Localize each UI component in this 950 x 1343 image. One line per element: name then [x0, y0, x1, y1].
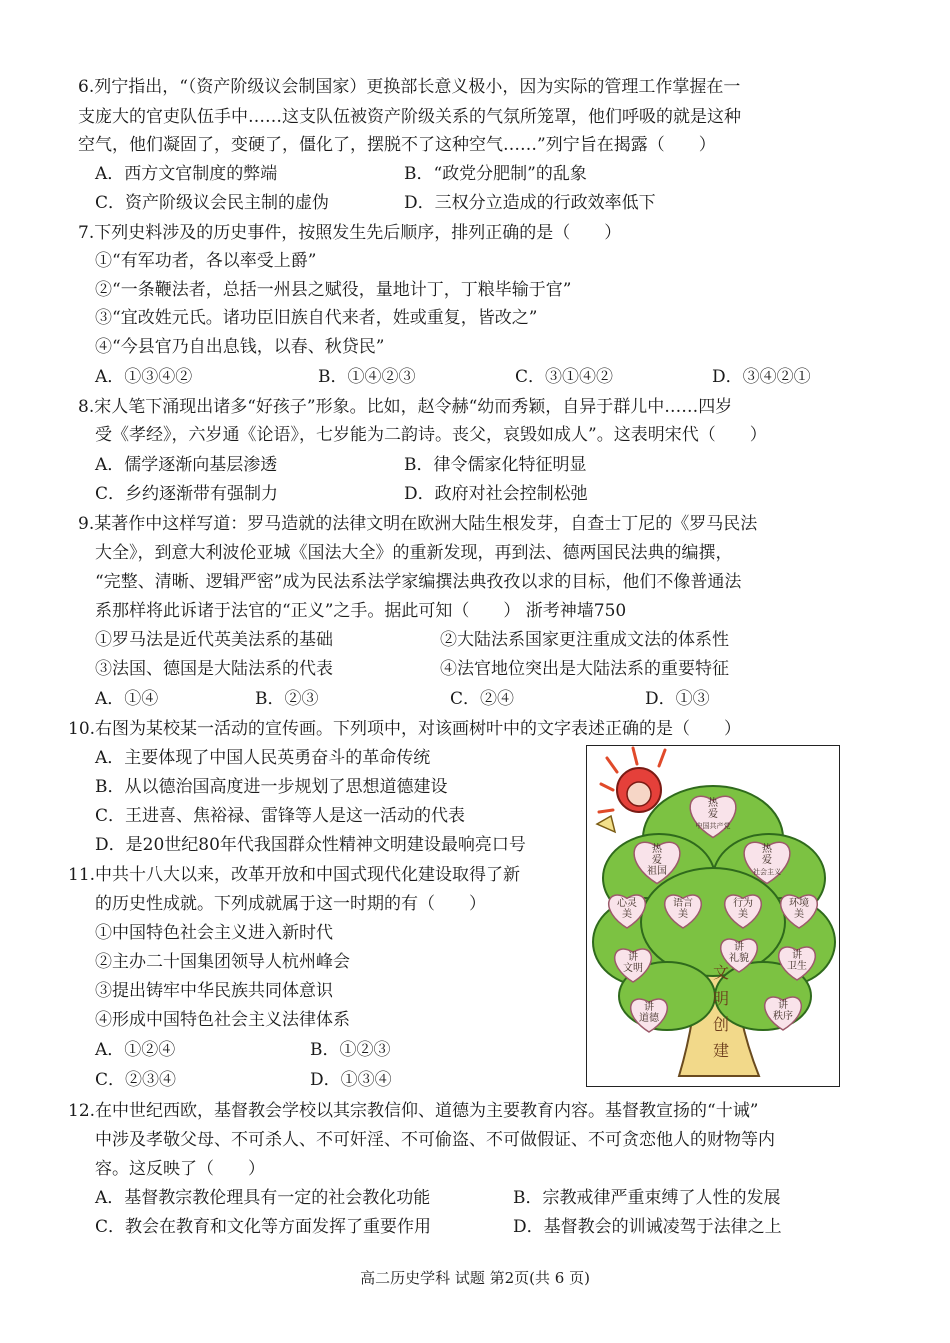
q12-stem-line-3: 容。这反映了（ ） [95, 1159, 265, 1179]
leaf-text: 行为 [733, 898, 753, 909]
tree-illustration [587, 746, 839, 1086]
q9-stem-line-2: 大全》，到意大利波伦亚城《国法大全》的重新发现，再到法、德两国民法典的编撰， [95, 543, 733, 563]
q12-stem-line-2: 中涉及孝敬父母、不可杀人、不可奸淫、不可偷盗、不可做假证、不可贪恋他人的财物等内 [95, 1130, 775, 1150]
trunk-character: 明 [712, 989, 730, 1008]
leaf-text: 热 [708, 798, 718, 809]
q9-option-d: D．①③ [645, 689, 710, 709]
leaf-text: 美 [794, 909, 804, 920]
q7-stem: 7.下列史料涉及的历史事件，按照发生先后顺序，排列正确的是（ ） [78, 223, 622, 243]
leaf-text: 祖国 [647, 866, 667, 877]
leaf-text: 爱 [652, 855, 662, 866]
leaf-text: 热 [762, 844, 772, 855]
leaf-text: 环境 [789, 898, 809, 909]
q10-option-a: A．主要体现了中国人民英勇奋斗的革命传统 [95, 748, 431, 768]
q9-stem-line-1: 9.某著作中这样写道：罗马造就的法律文明在欧洲大陆生根发芽，自查士丁尼的《罗马民法 [78, 514, 758, 534]
q6-stem-line-3: 空气，他们凝固了，变硬了，僵化了，摆脱不了这种空气……”列宁旨在揭露（ ） [78, 135, 716, 155]
q10-option-c: C．王进喜、焦裕禄、雷锋等人是这一活动的代表 [95, 806, 466, 826]
q12-option-a: A．基督教宗教伦理具有一定的社会教化功能 [95, 1188, 431, 1208]
leaf-text: 爱 [708, 809, 718, 820]
leaf-text: 讲 [734, 942, 744, 953]
leaf-text: 讲 [778, 1000, 788, 1011]
q10-stem: 10.右图为某校某一活动的宣传画。下列项中，对该画树叶中的文字表述正确的是（ ） [68, 719, 742, 739]
q12-option-b: B．宗教戒律严重束缚了人性的发展 [513, 1188, 781, 1208]
q8-option-a: A．儒学逐渐向基层渗透 [95, 455, 278, 475]
q7-option-a: A．①③④② [95, 367, 193, 387]
q9-option-c: C．②④ [450, 689, 515, 709]
q8-option-c: C．乡约逐渐带有强制力 [95, 484, 279, 504]
q9-statement-1: ①罗马法是近代英美法系的基础 [95, 630, 333, 650]
q9-option-a: A．①④ [95, 689, 159, 709]
q7-source-3: ③“宜改姓元氏。诸功臣旧族自代来者，姓或重复，皆改之” [95, 308, 538, 328]
q6-stem-line-1: 6.列宁指出，“（资产阶级议会制国家）更换部长意义极小，因为实际的管理工作掌握在一 [78, 77, 741, 97]
q11-statement-4: ④形成中国特色社会主义法律体系 [95, 1010, 350, 1030]
q8-stem-line-1: 8.宋人笔下涌现出诸多“好孩子”形象。比如，赵令赫“幼而秀颖，自异于群儿中……四岁 [78, 397, 733, 417]
q8-option-d: D．政府对社会控制松弛 [404, 484, 588, 504]
q12-option-d: D．基督教会的训诫凌驾于法律之上 [513, 1217, 782, 1237]
propaganda-tree-figure [586, 745, 840, 1087]
q11-option-d: D．①③④ [310, 1070, 392, 1090]
q6-option-a: A．西方文官制度的弊端 [95, 164, 278, 184]
leaf-text: 美 [678, 909, 688, 920]
q7-option-b: B．①④②③ [318, 367, 416, 387]
q10-option-d: D．是20世纪80年代我国群众性精神文明建设最响亮口号 [95, 835, 526, 855]
q9-statement-2: ②大陆法系国家更注重成文法的体系性 [440, 630, 729, 650]
page-footer: 高二历史学科 试题 第2页(共 6 页) [360, 1269, 590, 1287]
leaf-text: 讲 [628, 952, 638, 963]
q11-statement-1: ①中国特色社会主义进入新时代 [95, 923, 333, 943]
q11-option-b: B．①②③ [310, 1040, 391, 1060]
q11-statement-2: ②主办二十国集团领导人杭州峰会 [95, 952, 350, 972]
leaf-text: 讲 [644, 1002, 654, 1013]
q12-stem-line-1: 12.在中世纪西欧，基督教会学校以其宗教信仰、道德为主要教育内容。基督教宣扬的“十诫” [68, 1101, 759, 1121]
q6-option-b: B．“政党分肥制”的乱象 [404, 164, 587, 184]
q11-option-a: A．①②④ [95, 1040, 176, 1060]
leaf-text: 卫生 [787, 961, 807, 972]
leaf-text: 美 [738, 909, 748, 920]
q11-stem-line-2: 的历史性成就。下列成就属于这一时期的有（ ） [95, 894, 486, 914]
leaf-text: 社会主义 [753, 868, 781, 876]
q9-statement-4: ④法官地位突出是大陆法系的重要特征 [440, 659, 729, 679]
q8-stem-line-2: 受《孝经》，六岁通《论语》，七岁能为二韵诗。丧父，哀毁如成人”。这表明宋代（ ） [95, 425, 767, 445]
trunk-character: 文 [712, 963, 730, 982]
q12-option-c: C．教会在教育和文化等方面发挥了重要作用 [95, 1217, 432, 1237]
leaf-text: 礼貌 [729, 953, 749, 964]
q11-option-c: C．②③④ [95, 1070, 177, 1090]
trunk-character: 创 [712, 1015, 730, 1034]
q7-source-2: ②“一条鞭法者，总括一州县之赋役，量地计丁，丁粮毕输于官” [95, 280, 572, 300]
q9-option-b: B．②③ [255, 689, 319, 709]
leaf-text: 中国共产党 [695, 822, 731, 830]
q8-option-b: B．律令儒家化特征明显 [404, 455, 587, 475]
q7-option-c: C．③①④② [515, 367, 614, 387]
q6-stem-line-2: 支庞大的官吏队伍手中……这支队伍被资产阶级关系的气氛所笼罩，他们呼吸的就是这种 [78, 107, 741, 127]
q7-source-1: ①“有军功者，各以率受上爵” [95, 251, 317, 271]
q11-stem-line-1: 11.中共十八大以来，改革开放和中国式现代化建设取得了新 [68, 865, 521, 885]
q9-stem-line-3: “完整、清晰、逻辑严密”成为民法系法学家编撰法典孜孜以求的目标，他们不像普通法 [95, 572, 742, 592]
leaf-text: 文明 [623, 963, 643, 974]
q9-statement-3: ③法国、德国是大陆法系的代表 [95, 659, 333, 679]
q11-statement-3: ③提出铸牢中华民族共同体意识 [95, 981, 333, 1001]
q9-stem-line-4: 系那样将此诉诸于法官的“正义”之手。据此可知（ ） 浙考神墙750 [95, 601, 627, 621]
leaf-text: 道德 [639, 1013, 659, 1024]
leaf-text: 讲 [792, 950, 802, 961]
q6-option-c: C．资产阶级议会民主制的虚伪 [95, 193, 330, 213]
leaf-text: 热 [652, 844, 662, 855]
trunk-character: 建 [712, 1041, 730, 1060]
leaf-text: 心灵 [617, 898, 637, 909]
q6-option-d: D．三权分立造成的行政效率低下 [404, 193, 656, 213]
leaf-text: 秩序 [773, 1011, 793, 1022]
leaf-text: 爱 [762, 855, 772, 866]
q10-option-b: B．从以德治国高度进一步规划了思想道德建设 [95, 777, 448, 797]
leaf-text: 语言 [673, 898, 693, 909]
leaf-text: 美 [622, 909, 632, 920]
q7-option-d: D．③④②① [712, 367, 811, 387]
q7-source-4: ④“今县官乃自出息钱，以春、秋贷民” [95, 337, 385, 357]
